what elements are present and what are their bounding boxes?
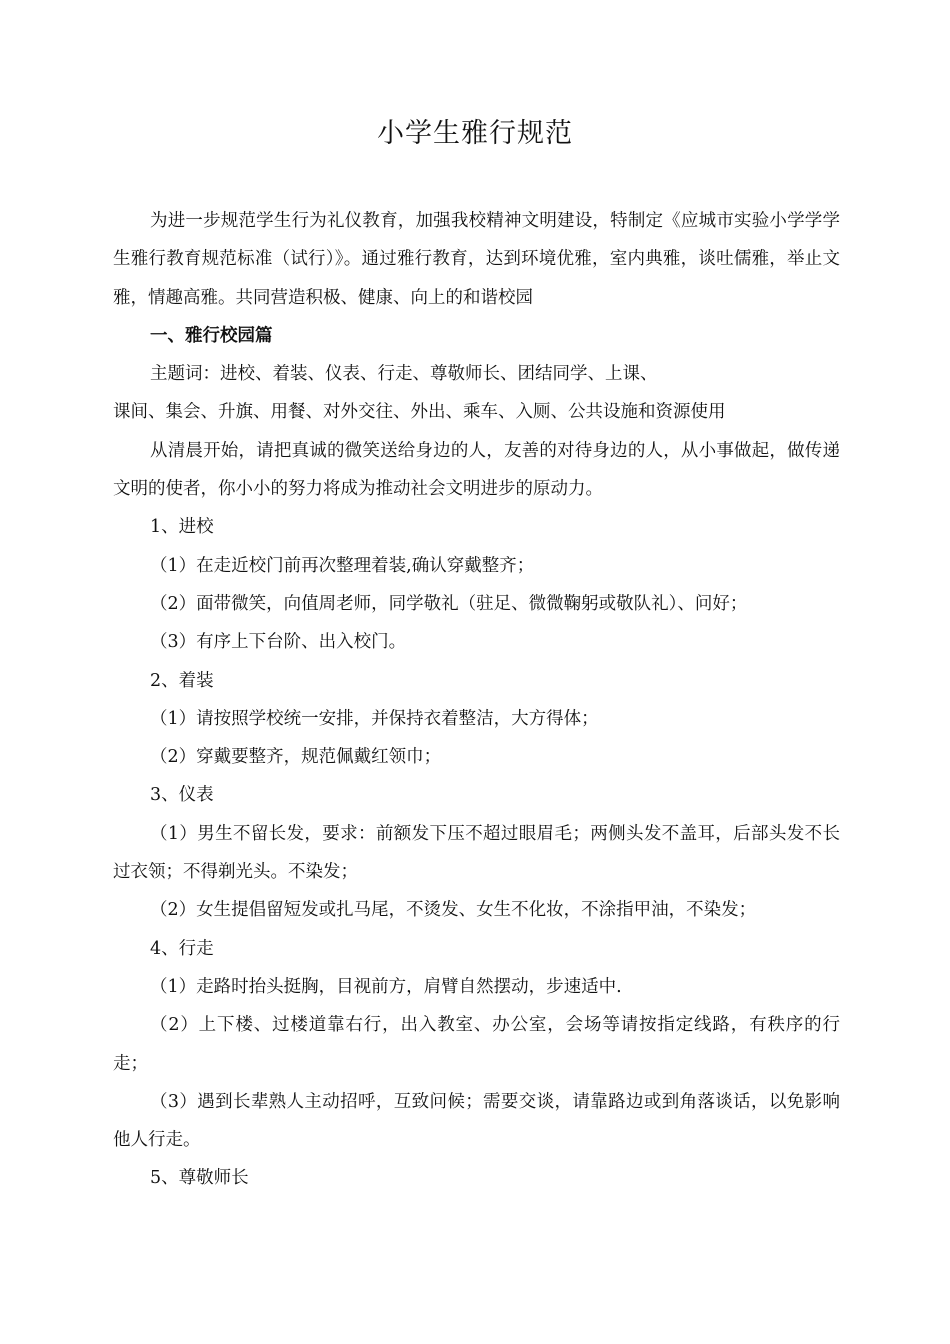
item-heading: 2、着装 — [150, 670, 214, 691]
item-heading: 4、行走 — [150, 938, 214, 959]
item-point: （1）走路时抬头挺胸，目视前方，肩臂自然摆动，步速适中. — [150, 976, 622, 997]
item-point: （1）男生不留长发，要求：前额发下压不超过眼眉毛；两侧头发不盖耳，后部头发不长过衣领；不得剃光头。不染发； — [113, 823, 840, 883]
item-heading: 1、进校 — [150, 517, 214, 538]
keywords-line-2: 课间、集会、升旗、用餐、对外交往、外出、乘车、入厕、公共设施和资源使用 — [113, 402, 726, 423]
item-point: （1）在走近校门前再次整理着装,确认穿戴整齐； — [150, 555, 535, 576]
intro-paragraph: 为进一步规范学生行为礼仪教育，加强我校精神文明建设，特制定《应城市实验小学学学生雅行教育规范标准（试行）》。通过雅行教育，达到环境优雅，室内典雅，谈吐儒雅，举止文雅，情趣高雅。共同营造积极、健康、向上的和谐校园 — [113, 211, 840, 308]
item-heading: 5、尊敬师长 — [150, 1168, 249, 1189]
keywords-line-1: 主题词：进校、着装、仪表、行走、尊敬师长、团结同学、上课、 — [150, 364, 658, 385]
item-point: （1）请按照学校统一安排，并保持衣着整洁，大方得体； — [150, 708, 599, 729]
document-body — [113, 202, 840, 1198]
item-point: （2）女生提倡留短发或扎马尾，不烫发、女生不化妆，不涂指甲油，不染发； — [150, 900, 757, 921]
item-point: （3）遇到长辈熟人主动招呼，互致问候；需要交谈，请靠路边或到角落谈话，以免影响他人行走。 — [113, 1091, 840, 1151]
item-heading: 3、仪表 — [150, 785, 214, 806]
item-point: （2）面带微笑，向值周老师，同学敬礼（驻足、微微鞠躬或敬队礼）、问好； — [150, 593, 748, 614]
document-title: 小学生雅行规范 — [377, 118, 573, 149]
item-point: （2）穿戴要整齐，规范佩戴红领巾； — [150, 747, 442, 768]
section-heading: 一、雅行校园篇 — [150, 325, 273, 346]
morning-paragraph: 从清晨开始，请把真诚的微笑送给身边的人，友善的对待身边的人，从小事做起，做传递文明的使者，你小小的努力将成为推动社会文明进步的原动力。 — [113, 440, 840, 500]
item-point: （3）有序上下台阶、出入校门。 — [150, 632, 407, 653]
item-point: （2）上下楼、过楼道靠右行，出入教室、办公室，会场等请按指定线路，有秩序的行走； — [113, 1015, 840, 1074]
